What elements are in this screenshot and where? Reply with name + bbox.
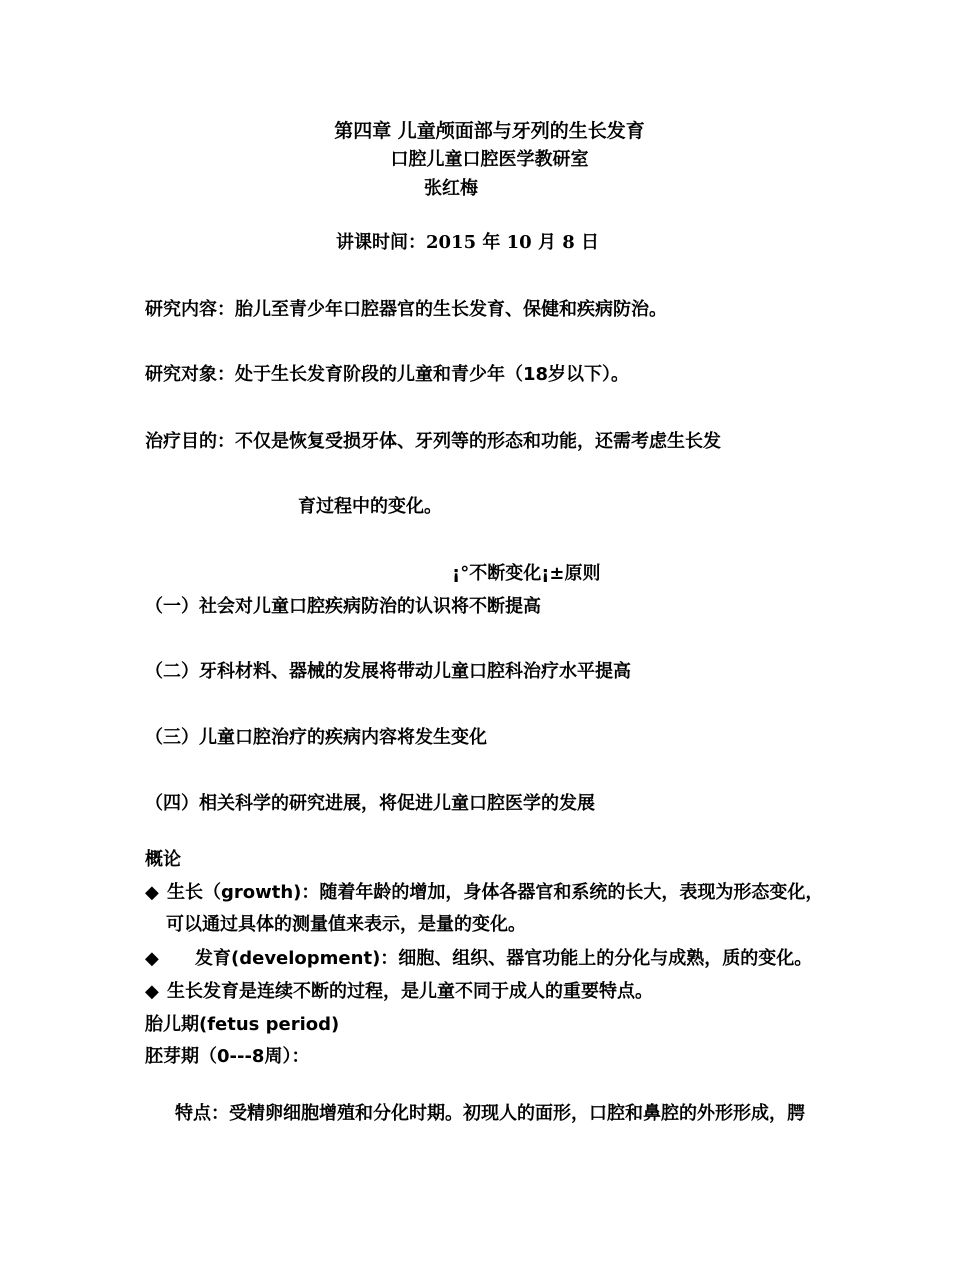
- principle-item-4: （四）相关科学的研究进展，将促进儿童口腔医学的发展: [145, 793, 595, 814]
- research-subject: 研究对象：处于生长发育阶段的儿童和青少年（18岁以下）。: [145, 364, 630, 385]
- embryo-period: 胚芽期（0---8周）：: [145, 1046, 310, 1067]
- diamond-bullet-icon: ◆: [145, 948, 159, 969]
- principle-heading: ¡°不断变化¡±原则: [452, 563, 601, 584]
- treatment-goal-line1: 治疗目的：不仅是恢复受损牙体、牙列等的形态和功能，还需考虑生长发: [145, 431, 721, 452]
- overview-heading: 概论: [145, 849, 181, 870]
- development-text: 发育(development)：细胞、组织、器官功能上的分化与成熟，质的变化。: [195, 948, 813, 969]
- growth-line2: 可以通过具体的测量值来表示，是量的变化。: [166, 914, 526, 935]
- principle-item-2: （二）牙科材料、器械的发展将带动儿童口腔科治疗水平提高: [145, 661, 631, 682]
- chapter-title: 第四章 儿童颅面部与牙列的生长发育: [334, 120, 645, 142]
- diamond-bullet-icon: ◆: [145, 882, 159, 903]
- lecture-time: [336, 232, 599, 254]
- diamond-bullet-icon: ◆: [145, 981, 159, 1002]
- bullet-development: [145, 948, 812, 970]
- continuity-text: 生长发育是连续不断的过程，是儿童不同于成人的重要特点。: [167, 981, 653, 1002]
- treatment-goal-line2: 育过程中的变化。: [298, 496, 442, 517]
- bullet-growth: [145, 882, 823, 904]
- author-name: 张红梅: [424, 178, 478, 199]
- growth-line1: 生长（growth)：随着年龄的增加，身体各器官和系统的长大，表现为形态变化，: [167, 882, 824, 903]
- bullet-continuity: [145, 981, 653, 1003]
- department-name: 口腔儿童口腔医学教研室: [390, 149, 589, 170]
- principle-item-1: （一）社会对儿童口腔疾病防治的认识将不断提高: [145, 596, 541, 617]
- research-content: 研究内容：胎儿至青少年口腔器官的生长发育、保健和疾病防治。: [145, 299, 667, 320]
- embryo-features: 特点：受精卵细胞增殖和分化时期。初现人的面形，口腔和鼻腔的外形形成，腭: [175, 1103, 805, 1124]
- principle-item-3: （三）儿童口腔治疗的疾病内容将发生变化: [145, 727, 487, 748]
- lecture-time-text: 讲课时间：2015 年 10 月 8 日: [336, 232, 600, 253]
- fetus-period: 胎儿期(fetus period): [145, 1014, 340, 1035]
